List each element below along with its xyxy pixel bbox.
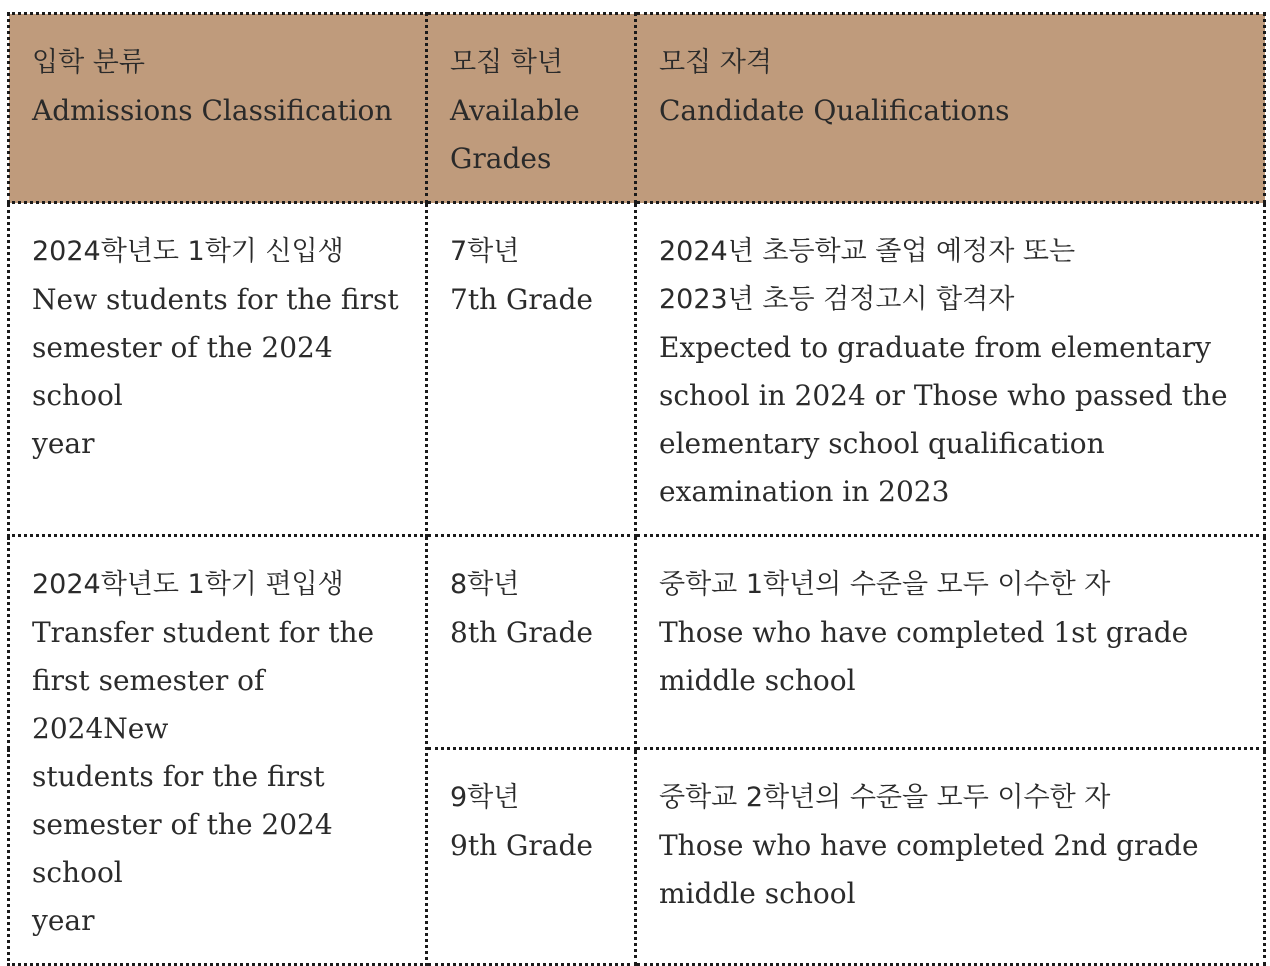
table-row: [9, 203, 1265, 536]
grade-en: 7th Grade: [450, 283, 593, 316]
admissions-table: [7, 12, 1266, 966]
qualification-ko-line: 중학교 2학년의 수준을 모두 이수한 자: [659, 782, 1111, 814]
classification-en-line: semester of the 2024 school: [32, 808, 333, 889]
classification-en-line: first semester of 2024New: [32, 664, 265, 745]
header-grades: [427, 14, 636, 203]
qualification-en-line: Those who have completed 2nd grade: [659, 829, 1199, 863]
qualification-cell: [636, 203, 1265, 536]
grade-ko: 9학년: [450, 782, 520, 814]
table-body: [9, 203, 1265, 965]
qualification-en-line: middle school: [659, 664, 856, 697]
classification-en-line: semester of the 2024 school: [32, 331, 333, 412]
grade-cell: [427, 749, 636, 965]
header-qualifications-en: Candidate Qualifications: [659, 94, 1010, 127]
qualification-en-line: Those who have completed 1st grade: [659, 616, 1189, 649]
classification-en-line: New students for the first: [32, 283, 399, 316]
header-grades-en-line1: Available: [450, 94, 580, 127]
qualification-en-line: school in 2024 or Those who passed the: [659, 379, 1228, 412]
table-row: [9, 536, 1265, 749]
qualification-en-line: examination in 2023: [659, 475, 950, 508]
qualification-en-line: middle school: [659, 877, 856, 911]
header-grades-en-line2: Grades: [450, 142, 552, 175]
qualification-cell: [636, 749, 1265, 965]
qualification-ko-line: 2023년 초등 검정고시 합격자: [659, 284, 1015, 315]
header-qualifications-ko: 모집 자격: [659, 47, 772, 78]
classification-cell: [9, 536, 427, 965]
grade-ko: 8학년: [450, 569, 520, 600]
grade-en: 9th Grade: [450, 829, 593, 863]
header-qualifications: [636, 14, 1265, 203]
grade-cell: [427, 536, 636, 749]
header-classification-ko: 입학 분류: [32, 47, 145, 78]
classification-ko: 2024학년도 1학기 신입생: [32, 236, 344, 267]
qualification-en-line: elementary school qualification: [659, 427, 1105, 460]
grade-en: 8th Grade: [450, 616, 593, 649]
qualification-ko-line: 중학교 1학년의 수준을 모두 이수한 자: [659, 569, 1111, 600]
classification-en-line: year: [32, 427, 95, 460]
header-grades-ko: 모집 학년: [450, 47, 563, 78]
qualification-en-line: Expected to graduate from elementary: [659, 331, 1211, 364]
header-row: [9, 14, 1265, 203]
classification-ko: 2024학년도 1학기 편입생: [32, 569, 344, 600]
classification-en-line: Transfer student for the: [32, 616, 375, 649]
grade-ko: 7학년: [450, 236, 520, 267]
grade-cell: [427, 203, 636, 536]
qualification-ko-line: 2024년 초등학교 졸업 예정자 또는: [659, 236, 1076, 267]
classification-cell: [9, 203, 427, 536]
classification-en-line: students for the first: [32, 760, 325, 793]
header-classification: [9, 14, 427, 203]
header-classification-en: Admissions Classification: [32, 94, 393, 127]
qualification-cell: [636, 536, 1265, 749]
table-header: [9, 14, 1265, 203]
classification-en-line: year: [32, 904, 95, 937]
